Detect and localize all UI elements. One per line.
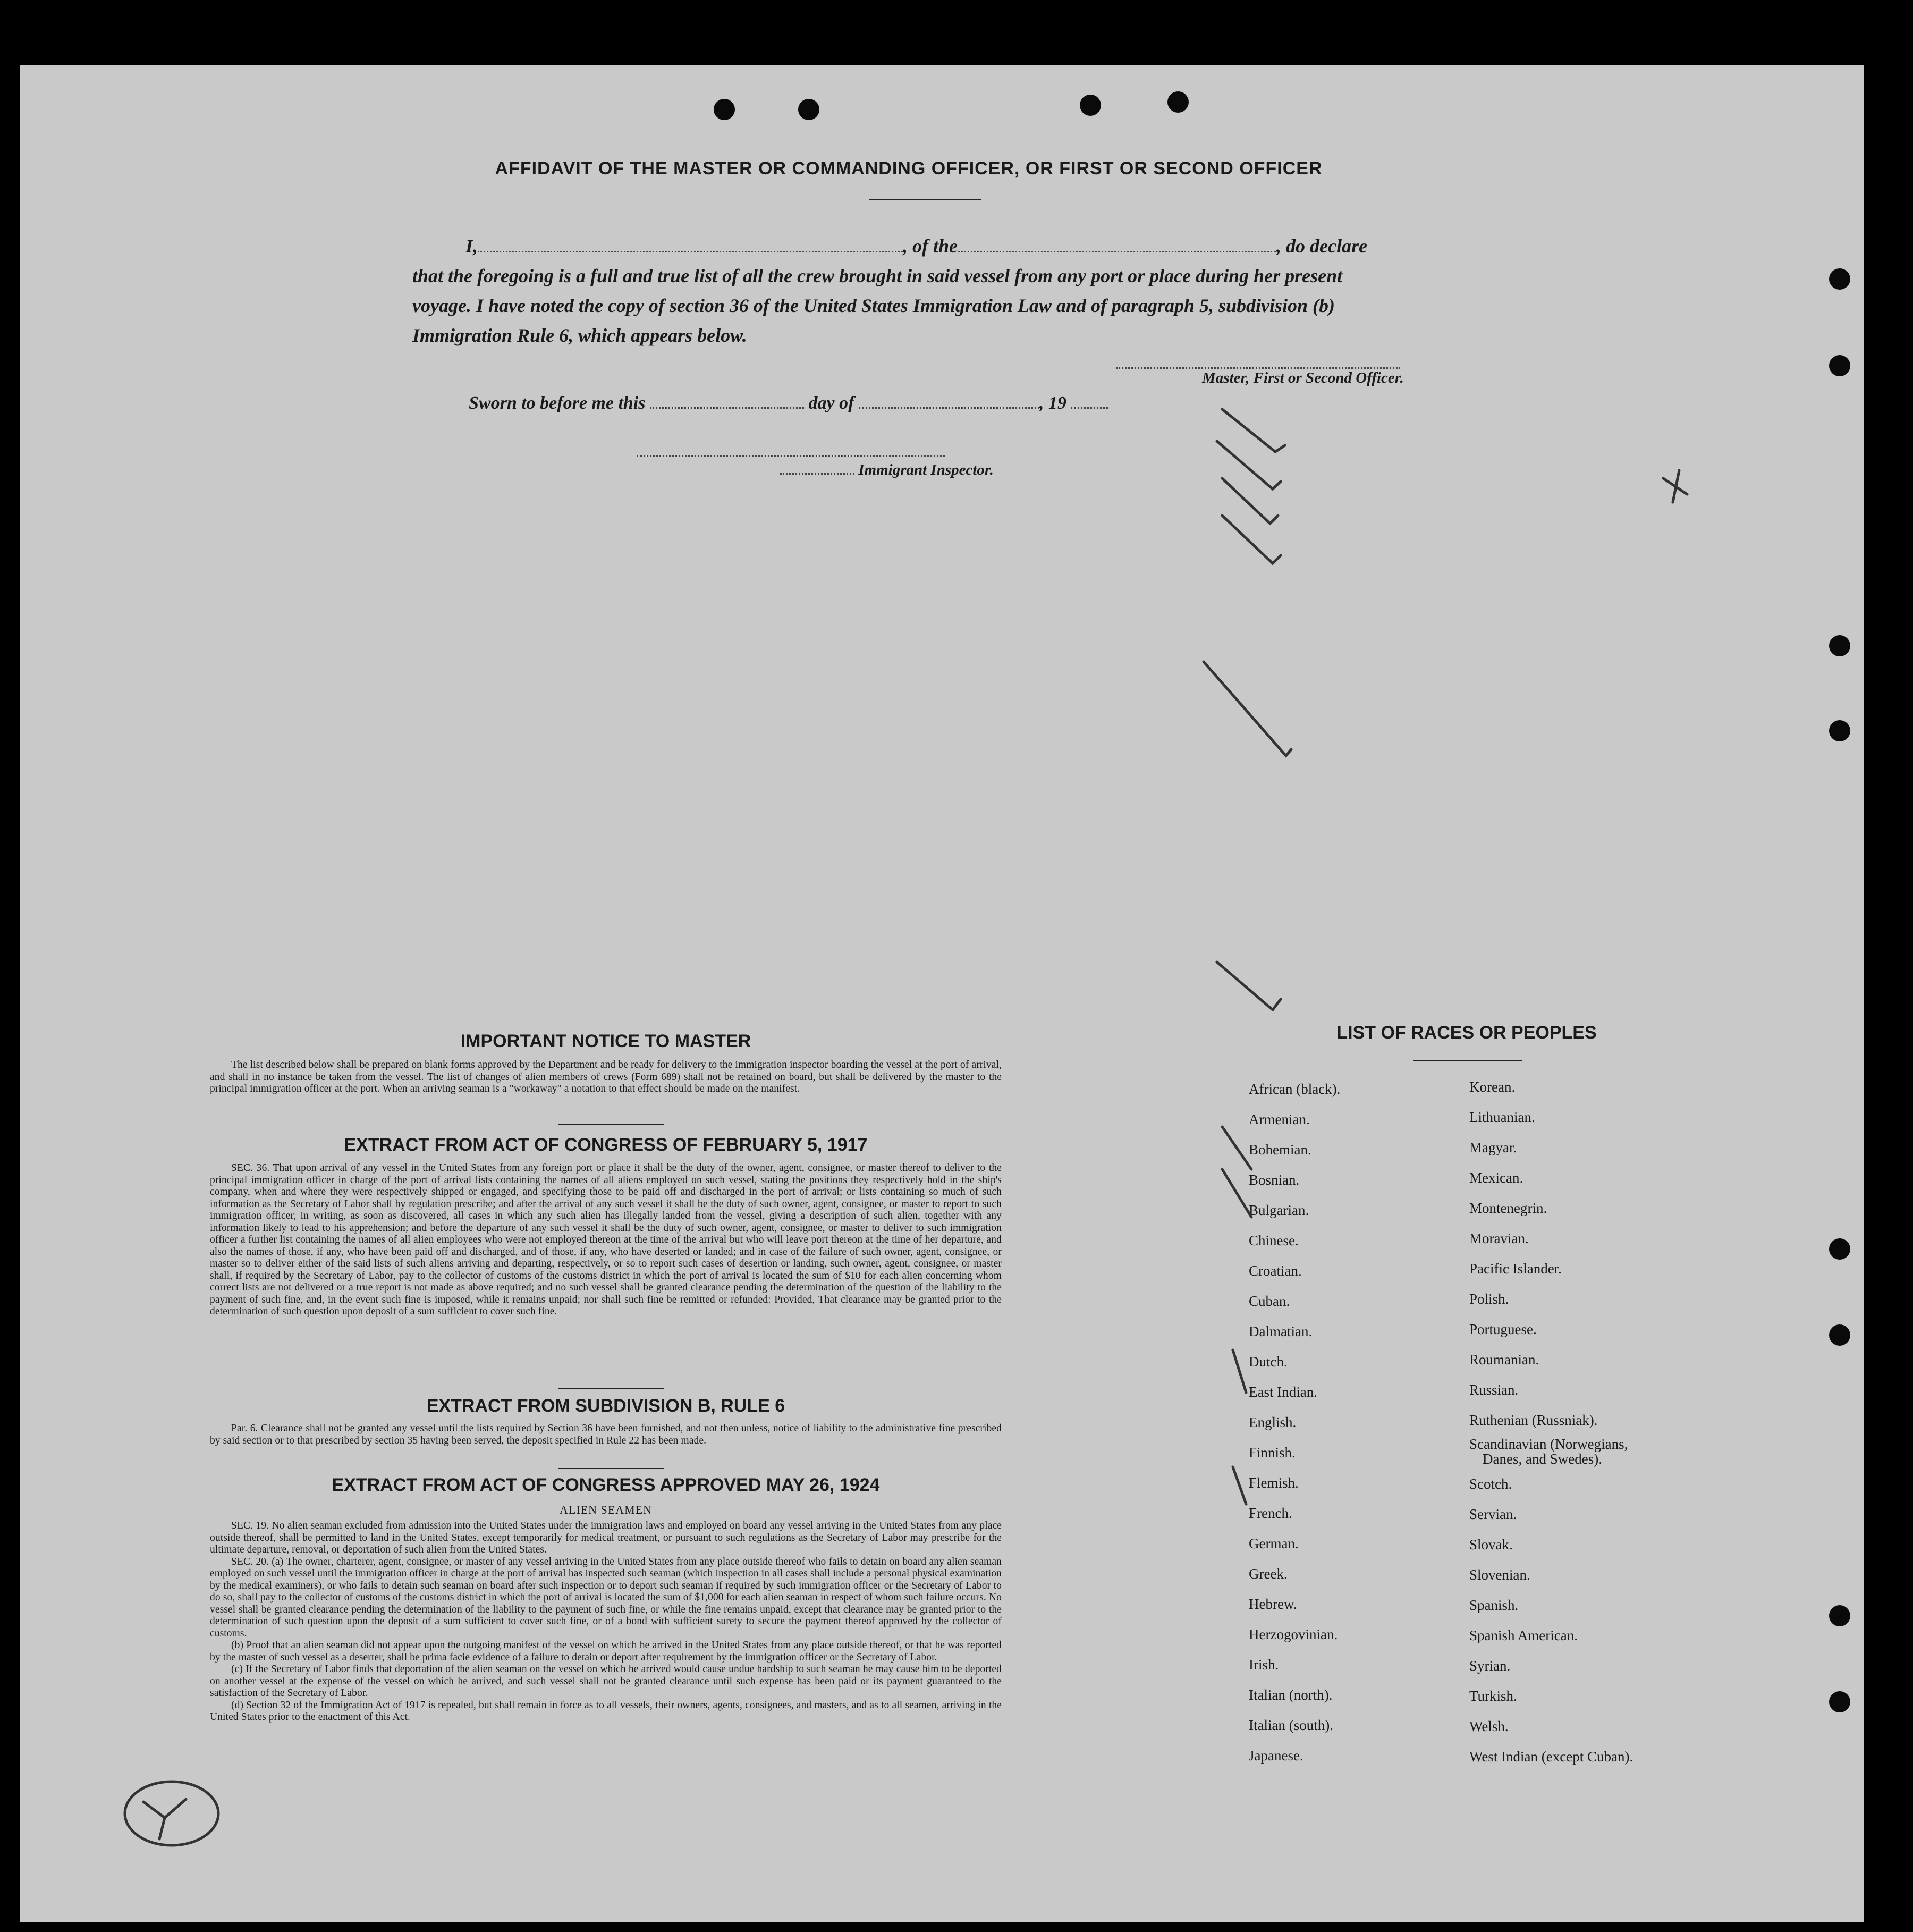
sec-19: SEC. 19. No alien seaman excluded from admission into the United States under the immigration laws and employed on board any vessel arriving in the United States from any place outside thereof, shall be permitted to land in the United States, except temporarily for medical treatment, or pursuant to such regulations as the Secretary of Labor may prescribe for the ultimate departure, removal, or deportation of such alien from the United States. — [210, 1520, 1002, 1555]
check-mark — [1204, 662, 1291, 756]
sworn-line: Sworn to before me this day of , 19 — [469, 393, 1108, 414]
extract-1917-text: SEC. 36. That upon arrival of any vessel in the United States from any foreign port or place it shall be the duty of the owner, agent, consignee, or master thereof to deliver to the principal immigration officer in charge of the port of arrival lists containing the names of all aliens employed on such vessel, stating the positions they respectively hold in the ship's company, when and where they were respectively shipped or engaged, and specifying those to be paid off and discharged in the port of arrival; or lists containing so much of such information as the Secretary of Labor shall by regulation prescribe; and after the arrival of any such vessel it shall be the duty of such owner, agent, consignee, or master to report to such immigration officer, in writing, as soon as discovered, all cases in which any such alien has illegally landed from the vessel, giving a description of such alien, together with any information likely to lead to his apprehension; and before the departure of any such vessel it shall be the duty of such owner, agent, consignee, or master to deliver to such immigration officer a further list containing the names of all alien employees who were not employed thereon at the time of the arrival but who will leave port thereon at the time of her departure, and also the names of those, if any, who have been paid off and discharged, and of those, if any, who have deserted or landed; and in case of the failure of such owner, agent, consignee, or master so to deliver either of the said lists of such aliens arriving and departing, respectively, or so to report such cases of desertion or landing, such owner, agent, consignee, or master shall, if required by the Secretary of Labor, pay to the collector of customs of the customs district in which the port of arrival is located the sum of $10 for each alien concerning whom correct lists are not delivered or a true report is not made as above required; and no such vessel shall be granted clearance pending the determination of the question of the liability to the payment of such fine, and, in the event such fine is imposed, while it remains unpaid; nor shall such fine be remitted or refunded: Provided, That clearance may be granted prior to the determination of such question upon deposit of a sum sufficient to cover such fine. — [210, 1162, 1002, 1317]
race-right: Montenegrin. — [1469, 1200, 1547, 1216]
race-right: Turkish. — [1469, 1688, 1517, 1704]
race-left: Armenian. — [1249, 1111, 1310, 1127]
race-left: Croatian. — [1249, 1263, 1302, 1279]
race-left: African (black). — [1249, 1081, 1341, 1097]
race-right: Polish. — [1469, 1291, 1509, 1307]
notice-text: The list described below shall be prepared on blank forms approved by the Department and be ready for delivery to the immigration inspector boarding the vessel at the port of arrival, and shall in no instance be taken from the vessel. The list of changes of alien members of crews (Form 689) shall not be retained on board, but shall be delivered by the master to the principal immigration officer at the port. When an arriving seaman is a "workaway" a notation to that effect should be made on the manifest. — [210, 1059, 1002, 1094]
cross-mark — [1663, 470, 1687, 502]
race-left: Italian (south). — [1249, 1717, 1333, 1733]
extract-rule6-text: Par. 6. Clearance shall not be granted any vessel until the lists required by Section 36 have been furnished, and not then unless, notice of liability to the administrative fine prescribed by said section or to that prescribed by section 35 having been served, the deposit specified in Rule 22 has been made. — [210, 1423, 1002, 1446]
check-mark — [1233, 1350, 1246, 1393]
sec-20c: (c) If the Secretary of Labor finds that deportation of the alien seaman on the vessel on which he arrived would cause undue hardship to such seaman he may cause him to be deported on another vessel at the expense of the vessel on which he arrived, and such vessel shall not be granted clearance until such expense has been paid or its payment guaranteed to the satisfaction of the Secretary of Labor. — [210, 1664, 1002, 1699]
race-left: East Indian. — [1249, 1384, 1317, 1400]
sec-20d: (d) Section 32 of the Immigration Act of 1917 is repealed, but shall remain in force as to all vessels, their owners, agents, consignees, and masters, and as to all seamen, arriving in the United States prior to the enactment of this Act. — [210, 1699, 1002, 1723]
race-left: Bosnian. — [1249, 1172, 1300, 1188]
race-right: Korean. — [1469, 1079, 1516, 1095]
affidavit-heading: AFFIDAVIT OF THE MASTER OR COMMANDING OFFICER, OR FIRST OR SECOND OFFICER — [495, 158, 1323, 179]
circled-initial — [143, 1799, 186, 1839]
extract-1917-heading: EXTRACT FROM ACT OF CONGRESS OF FEBRUARY 5, 1917 — [344, 1135, 868, 1155]
sec-20a: SEC. 20. (a) The owner, charterer, agent, consignee, or master of any vessel arriving in the United States from any place outside thereof who fails to detain on board any alien seaman employed on such vessel until the immigration officer in charge at the port of arrival has inspected such seaman (which inspection in all cases shall include a personal physical examination by the medical examiners), or who fails to detain such seaman on board after such inspection or to deport such seaman if required by such immigration officer or the Secretary of Labor to do so, shall pay to the collector of customs of the customs district in which the port of arrival is located the sum of $1,000 for each alien seaman in respect of whom such failure occurs. No vessel shall be granted clearance pending the determination of the liability to the payment of such fine, or while the fine remains unpaid, except that clearance may be granted prior to the determination of such question upon the deposit of a sum sufficient to cover such fine, or of a bond with sufficient surety to secure the payment thereof approved by the collector of customs. — [210, 1556, 1002, 1639]
race-right: West Indian (except Cuban). — [1469, 1749, 1633, 1765]
alien-seamen-subheading: ALIEN SEAMEN — [560, 1503, 652, 1516]
race-right: Pacific Islander. — [1469, 1261, 1562, 1277]
check-mark — [1222, 409, 1285, 452]
race-left: German. — [1249, 1536, 1299, 1551]
race-right: Scotch. — [1469, 1476, 1512, 1492]
race-right: Ruthenian (Russniak). — [1469, 1412, 1598, 1428]
affidavit-line-3: voyage. I have noted the copy of section 36 of the United States Immigration Law and of paragraph 5, subdivision (b) — [412, 295, 1335, 316]
circled-initial — [125, 1782, 218, 1845]
race-left: French. — [1249, 1505, 1292, 1521]
race-left: Hebrew. — [1249, 1596, 1297, 1612]
race-left: Japanese. — [1249, 1748, 1303, 1764]
race-right: Scandinavian (Norwegians, — [1469, 1436, 1628, 1452]
extract-1924-heading: EXTRACT FROM ACT OF CONGRESS APPROVED MAY 26, 1924 — [332, 1475, 880, 1495]
master-signature-label: Master, First or Second Officer. — [1202, 369, 1404, 386]
race-left: Dalmatian. — [1249, 1323, 1313, 1339]
race-right: Slovak. — [1469, 1537, 1513, 1553]
affidavit-line-2: that the foregoing is a full and true list of all the crew brought in said vessel from any port or place during her present — [412, 265, 1343, 286]
race-left: Dutch. — [1249, 1354, 1288, 1370]
race-left: Italian (north). — [1249, 1687, 1333, 1703]
race-right: Moravian. — [1469, 1230, 1529, 1246]
race-right: Danes, and Swedes). — [1483, 1451, 1602, 1467]
notice-heading: IMPORTANT NOTICE TO MASTER — [460, 1031, 751, 1051]
race-right: Slovenian. — [1469, 1567, 1530, 1583]
race-left: Irish. — [1249, 1657, 1279, 1673]
race-left: Bohemian. — [1249, 1142, 1311, 1158]
race-left: Finnish. — [1249, 1445, 1296, 1461]
check-mark — [1222, 1169, 1251, 1217]
extract-rule6-heading: EXTRACT FROM SUBDIVISION B, RULE 6 — [426, 1396, 785, 1416]
race-right: Servian. — [1469, 1506, 1517, 1522]
race-right: Syrian. — [1469, 1658, 1511, 1674]
race-right: Spanish. — [1469, 1597, 1519, 1613]
race-right: Magyar. — [1469, 1140, 1517, 1155]
sec-20b: (b) Proof that an alien seaman did not appear upon the outgoing manifest of the vessel on which he arrived in the United States from any place outside thereof, or that he was reported by the master of such vessel as a deserter, shall be prima facie evidence of a failure to detain or deport after requirement by the immigration officer or the Secretary of Labor. — [210, 1640, 1002, 1663]
races-heading: LIST OF RACES OR PEOPLES — [1336, 1023, 1597, 1043]
check-mark — [1233, 1467, 1246, 1504]
race-left: Flemish. — [1249, 1475, 1299, 1491]
inspector-label: Immigrant Inspector. — [780, 461, 994, 479]
race-right: Roumanian. — [1469, 1352, 1539, 1368]
race-right: Spanish American. — [1469, 1627, 1578, 1643]
affidavit-line-1: I, , of the , do declare — [465, 235, 1367, 257]
race-left: English. — [1249, 1414, 1297, 1430]
race-left: Herzogovinian. — [1249, 1626, 1338, 1642]
affidavit-line-4: Immigration Rule 6, which appears below. — [412, 325, 747, 346]
race-left: Greek. — [1249, 1566, 1288, 1582]
race-right: Portuguese. — [1469, 1321, 1537, 1337]
race-left: Chinese. — [1249, 1233, 1299, 1248]
race-right: Welsh. — [1469, 1718, 1509, 1734]
race-right: Lithuanian. — [1469, 1109, 1535, 1125]
race-right: Russian. — [1469, 1382, 1519, 1398]
race-left: Cuban. — [1249, 1293, 1290, 1309]
check-mark — [1222, 1127, 1251, 1169]
race-left: Bulgarian. — [1249, 1202, 1309, 1218]
check-mark — [1217, 962, 1281, 1010]
race-right: Mexican. — [1469, 1170, 1523, 1186]
